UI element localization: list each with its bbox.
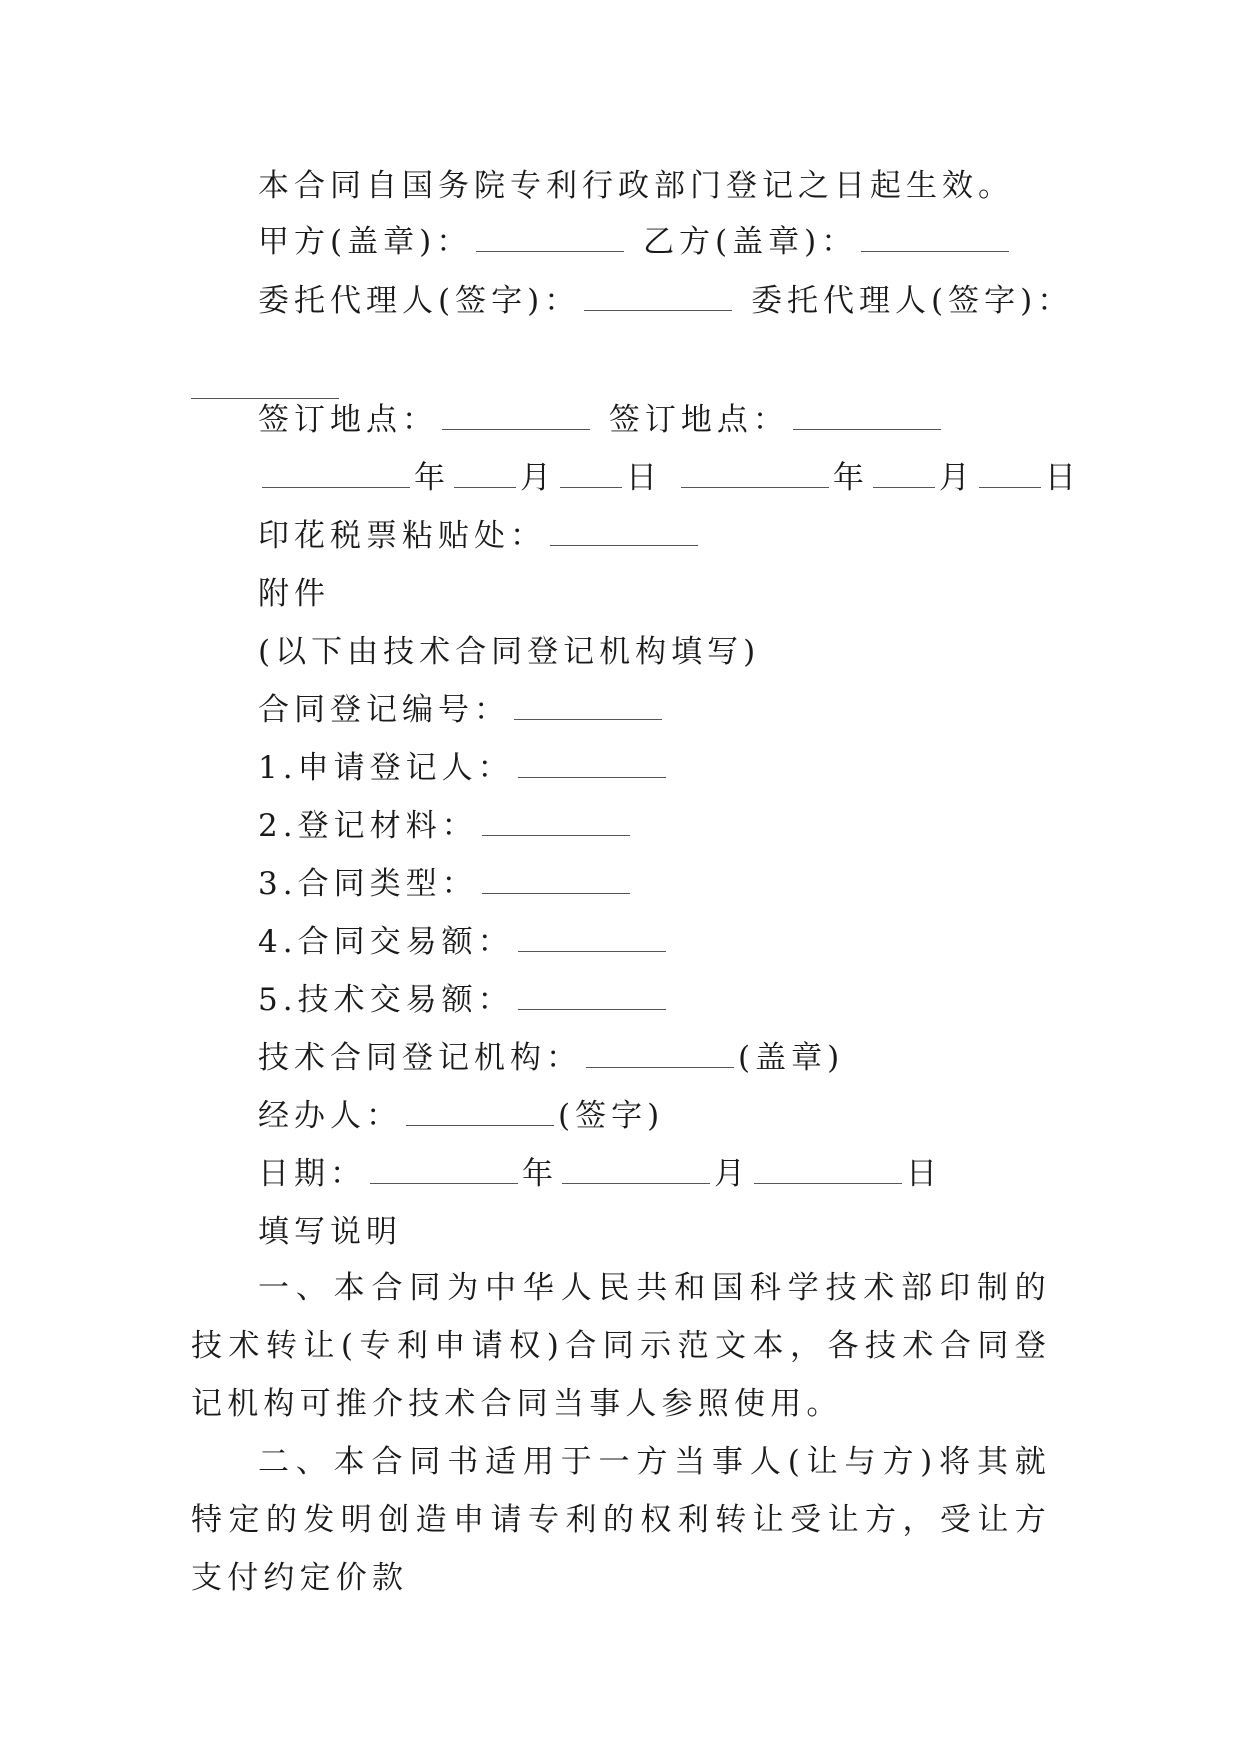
item1-blank[interactable] [518,751,666,778]
date-day-blank[interactable] [754,1157,902,1184]
place-blank-1[interactable] [442,403,590,430]
sign-suffix: (签字) [558,1098,665,1134]
item2-blank[interactable] [482,809,630,836]
attachment-heading: 附件 [258,576,330,612]
handler-blank[interactable] [406,1099,554,1126]
item3-label: 3.合同类型： [258,866,478,902]
signing-place-row [258,400,1128,440]
item5-label: 5.技术交易额： [258,982,514,1018]
date-row [258,1154,1128,1194]
instructions-title: 填写说明 [258,1214,402,1250]
day-blank-1[interactable] [560,461,622,488]
party-a-seal-label: 甲方(盖章)： [258,224,473,260]
item5-blank[interactable] [518,983,666,1010]
item1-row [258,748,1128,788]
agent-sign-blank-1[interactable] [584,284,732,311]
item4-label: 4.合同交易额： [258,924,514,960]
item4-blank[interactable] [518,925,666,952]
date-month-label: 月 [714,1156,750,1192]
signing-date-row [258,458,1128,498]
party-a-seal-blank[interactable] [476,225,624,252]
handler-label: 经办人： [258,1098,402,1134]
date-label: 日期： [258,1156,366,1192]
instruction-paragraph-2: 二、本合同书适用于一方当事人(让与方)将其就特定的发明创造申请专利的权利转让受让方，受让方支付约定价款 [191,1444,1051,1596]
place-label-2: 签订地点： [608,402,789,438]
year-blank-2[interactable] [681,461,829,488]
stamp-tax-blank[interactable] [550,519,698,546]
date-day-label: 日 [906,1156,942,1192]
month-label-1: 月 [520,460,556,496]
item1-label: 1.申请登记人： [258,750,514,786]
year-blank-1[interactable] [262,461,410,488]
reg-agency-row [258,1038,1128,1078]
date-month-blank[interactable] [562,1157,710,1184]
reg-number-blank[interactable] [514,693,662,720]
day-label-2: 日 [1044,460,1081,496]
date-year-label: 年 [522,1156,558,1192]
seal-suffix: (盖章) [738,1040,845,1076]
effective-clause: 本合同自国务院专利行政部门登记之日起生效。 [258,168,1014,204]
item5-row [258,980,1128,1020]
place-blank-2[interactable] [793,403,941,430]
date-year-blank[interactable] [370,1157,518,1184]
month-blank-1[interactable] [454,461,516,488]
month-label-2: 月 [938,460,975,496]
agent-sign-label-1: 委托代理人(签字)： [258,283,581,319]
item4-row [258,922,1128,962]
year-label-2: 年 [832,460,869,496]
item3-row [258,864,1128,904]
reg-agency-blank[interactable] [586,1041,734,1068]
item2-row [258,806,1128,846]
party-b-seal-label: 乙方(盖章)： [643,224,858,260]
reg-agency-label: 技术合同登记机构： [258,1040,582,1076]
party-seal-row [258,222,1128,262]
day-blank-2[interactable] [979,461,1041,488]
reg-number-label: 合同登记编号： [258,692,510,728]
party-b-seal-blank[interactable] [861,225,1009,252]
instruction-paragraph-1: 一、本合同为中华人民共和国科学技术部印制的技术转让(专利申请权)合同示范文本，各技术合同登记机构可推介技术合同当事人参照使用。 [191,1270,1051,1422]
agent-sign-label-2: 委托代理人(签字)： [751,283,1074,319]
attachment-note: (以下由技术合同登记机构填写) [258,634,761,670]
year-label-1: 年 [414,460,450,496]
item3-blank[interactable] [482,867,630,894]
agent-sign-row [258,281,1128,321]
reg-number-row [258,690,1128,730]
agent-sign-blank-2[interactable] [191,372,339,399]
month-blank-2[interactable] [873,461,935,488]
item2-label: 2.登记材料： [258,808,478,844]
handler-row [258,1096,1128,1136]
stamp-tax-row [258,516,1128,556]
day-label-1: 日 [626,460,662,496]
place-label-1: 签订地点： [258,402,438,438]
stamp-tax-label: 印花税票粘贴处： [258,518,546,554]
